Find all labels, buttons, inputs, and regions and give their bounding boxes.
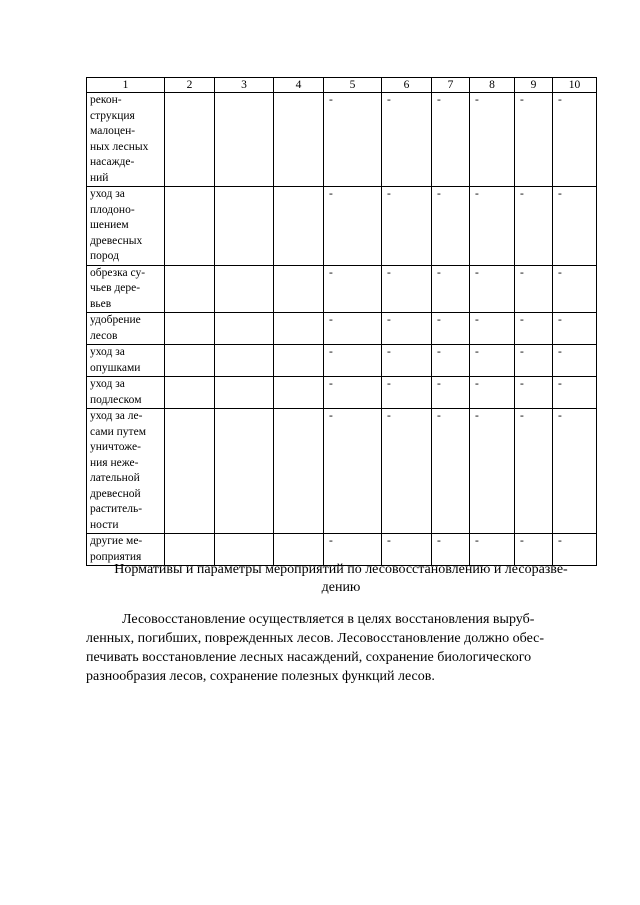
table-cell: - (515, 313, 553, 345)
table-cell: - (470, 534, 515, 566)
table-cell: - (553, 345, 597, 377)
table-row (87, 313, 597, 345)
table-row (87, 345, 597, 377)
table-cell: - (324, 93, 382, 187)
activity-cell: уход за плодоно- шением древесных пород (87, 187, 165, 266)
table-cell (215, 345, 274, 377)
table-cell (274, 409, 324, 534)
table-cell (274, 313, 324, 345)
activity-cell: уход за подлеском (87, 377, 165, 409)
table-cell: - (382, 93, 432, 187)
table-cell (165, 313, 215, 345)
table-cell (274, 187, 324, 266)
table-row (87, 265, 597, 313)
activity-cell: удобрение лесов (87, 313, 165, 345)
table-cell: - (515, 345, 553, 377)
table-cell (215, 93, 274, 187)
table-cell: - (515, 409, 553, 534)
table-cell: - (432, 313, 470, 345)
column-header: 10 (553, 78, 597, 93)
table-row (87, 409, 597, 534)
activity-cell: уход за опушками (87, 345, 165, 377)
table-cell (215, 187, 274, 266)
table-cell: - (515, 265, 553, 313)
table-cell (165, 93, 215, 187)
table-cell (274, 265, 324, 313)
table-cell: - (432, 409, 470, 534)
column-header: 5 (324, 78, 382, 93)
table-cell: - (432, 93, 470, 187)
table-cell: - (470, 345, 515, 377)
table-cell: - (382, 377, 432, 409)
activity-cell: уход за ле- сами путем уничтоже- ния неже- лательной древесной раститель- ности (87, 409, 165, 534)
column-header: 8 (470, 78, 515, 93)
table-header-row (87, 78, 597, 93)
body-paragraph (86, 610, 596, 686)
table-cell (165, 345, 215, 377)
column-header: 4 (274, 78, 324, 93)
table-cell: - (432, 345, 470, 377)
table-cell (274, 377, 324, 409)
table-cell (165, 265, 215, 313)
table-cell: - (432, 534, 470, 566)
column-header: 1 (87, 78, 165, 93)
column-header: 3 (215, 78, 274, 93)
activity-cell: другие ме- роприятия (87, 534, 165, 566)
table-cell: - (553, 313, 597, 345)
paragraph-text: Лесовосстановление осуществляется в целях восстановления выруб- ленных, погибших, поврежденных лесов. Лесовосстановление должно обес- печивать восстановление лесных насаждений, сохранение биологического разнообразия лесов, сохранение полезных функций лесов. (86, 612, 545, 684)
column-header: 6 (382, 78, 432, 93)
table-cell: - (553, 187, 597, 266)
section-heading: Нормативы и параметры мероприятий по лесовосстановлению и лесоразве- дению (114, 562, 568, 595)
table-cell: - (324, 313, 382, 345)
table-cell: - (324, 345, 382, 377)
table-cell: - (515, 377, 553, 409)
column-header: 2 (165, 78, 215, 93)
column-header: 9 (515, 78, 553, 93)
table-cell: - (324, 409, 382, 534)
table-cell (215, 409, 274, 534)
table-cell: - (470, 377, 515, 409)
table-cell: - (553, 377, 597, 409)
table-cell: - (470, 409, 515, 534)
table-cell: - (553, 534, 597, 566)
table-cell: - (470, 265, 515, 313)
table-cell: - (515, 534, 553, 566)
table-cell: - (382, 265, 432, 313)
table-cell: - (553, 409, 597, 534)
table-cell (165, 377, 215, 409)
table-cell: - (324, 534, 382, 566)
table-cell (274, 93, 324, 187)
table-cell: - (324, 187, 382, 266)
table-cell: - (553, 265, 597, 313)
activity-cell: обрезка су- чьев дере- вьев (87, 265, 165, 313)
activity-cell: рекон- струкция малоцен- ных лесных насажде- ний (87, 93, 165, 187)
table-cell: - (515, 187, 553, 266)
table-cell: - (382, 409, 432, 534)
table-cell (215, 265, 274, 313)
table-cell: - (470, 187, 515, 266)
table-cell: - (432, 187, 470, 266)
table-cell: - (324, 265, 382, 313)
table-row (87, 93, 597, 187)
table-cell (165, 409, 215, 534)
column-header: 7 (432, 78, 470, 93)
table-cell: - (382, 534, 432, 566)
table-cell: - (382, 313, 432, 345)
table-cell: - (382, 345, 432, 377)
table-cell (165, 187, 215, 266)
table-cell: - (432, 377, 470, 409)
table-cell (215, 313, 274, 345)
table-cell: - (382, 187, 432, 266)
table-row (87, 377, 597, 409)
table-cell (215, 377, 274, 409)
table-cell: - (432, 265, 470, 313)
norms-table (86, 77, 597, 566)
table-cell: - (324, 377, 382, 409)
table-cell: - (553, 93, 597, 187)
table-cell: - (470, 313, 515, 345)
table-cell: - (470, 93, 515, 187)
table-cell (274, 345, 324, 377)
table-cell: - (515, 93, 553, 187)
table-row (87, 187, 597, 266)
